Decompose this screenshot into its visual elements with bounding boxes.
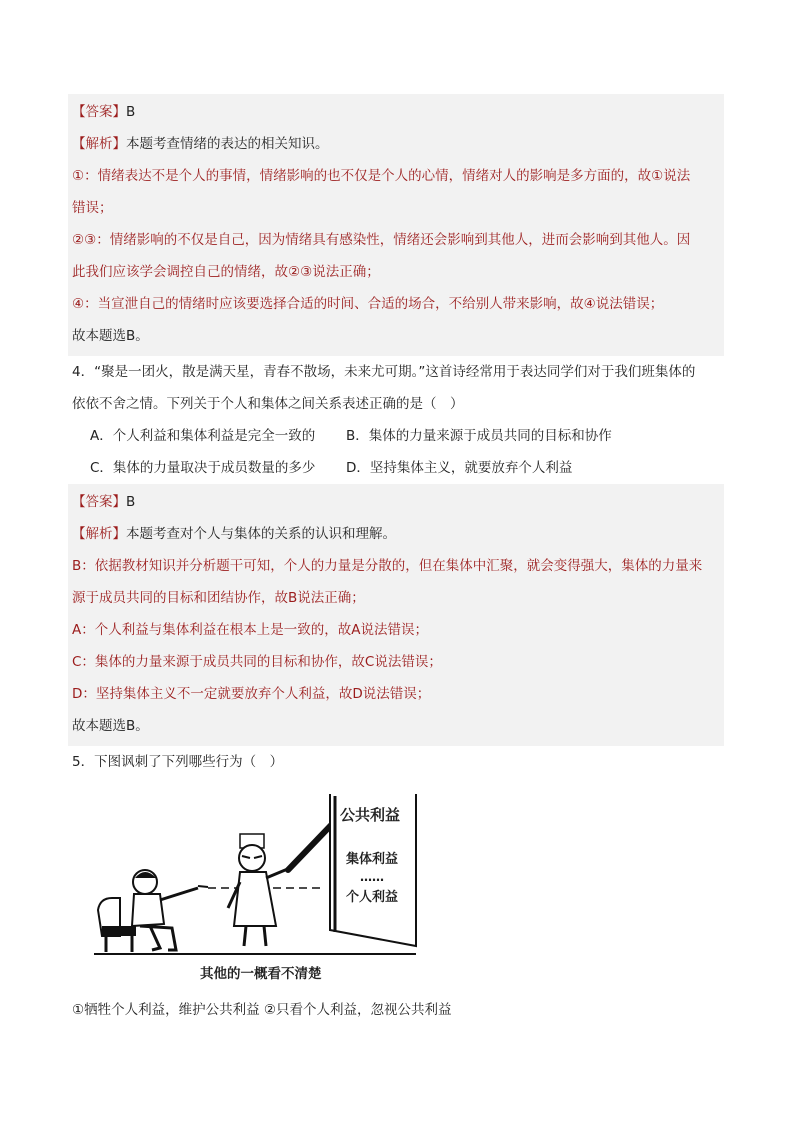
answer-block-q4 (68, 484, 724, 746)
answer-value: B (126, 104, 136, 120)
answer-tag: 【答案】 (72, 104, 126, 120)
sign-dots: …… (360, 870, 384, 884)
option-a: A．个人利益和集体利益是完全一致的 (90, 428, 316, 444)
options-row (68, 420, 724, 452)
answer-value: B (126, 494, 136, 510)
analysis-text: ④：当宣泄自己的情绪时应该要选择合适的时间、合适的场合，不给别人带来影响，故④说法错误； (72, 296, 664, 312)
analysis-text: D：坚持集体主义不一定就要放弃个人利益，故D说法错误； (72, 686, 431, 702)
analysis-text: ②③：情绪影响的不仅是自己，因为情绪具有感染性，情绪还会影响到其他人，进而会影响到其他人。因 (72, 232, 691, 248)
analysis-text: A：个人利益与集体利益在根本上是一致的，故A说法错误； (72, 622, 428, 638)
answer-block-q3 (68, 94, 724, 356)
choices-line: ①牺牲个人利益，维护公共利益 ②只看个人利益，忽视公共利益 (72, 1002, 452, 1018)
option-c: C．集体的力量取决于成员数量的多少 (90, 460, 316, 476)
analysis-text: 此我们应该学会调控自己的情绪，故②③说法正确； (72, 264, 380, 280)
option-b: B．集体的力量来源于成员共同的目标和协作 (346, 428, 612, 444)
analysis-intro: 本题考查情绪的表达的相关知识。 (126, 136, 329, 152)
analysis-conclusion: 故本题选B。 (72, 718, 149, 734)
question-5 (68, 746, 724, 778)
option-d: D．坚持集体主义，就要放弃个人利益 (346, 460, 573, 476)
analysis-text: ①：情绪表达不是个人的事情，情绪影响的也不仅是个人的心情，情绪对人的影响是多方面的，故①说法 (72, 168, 691, 184)
answer-line (72, 486, 720, 518)
answer-line (72, 96, 720, 128)
options-row (68, 452, 724, 484)
question-stem: 依依不舍之情。下列关于个人和集体之间关系表述正确的是（ ） (72, 396, 464, 412)
sign-public-interest: 公共利益 (340, 806, 401, 824)
analysis-intro: 本题考查对个人与集体的关系的认识和理解。 (126, 526, 396, 542)
analysis-text: C：集体的力量来源于成员共同的目标和协作，故C说法错误； (72, 654, 442, 670)
analysis-tag: 【解析】 (72, 136, 126, 152)
analysis-text: 源于成员共同的目标和团结协作，故B说法正确； (72, 590, 365, 606)
analysis-tag: 【解析】 (72, 526, 126, 542)
cartoon-illustration (90, 786, 420, 1006)
analysis-line (72, 518, 720, 550)
sign-personal-interest: 个人利益 (346, 890, 399, 905)
analysis-text: B：依据教材知识并分析题干可知，个人的力量是分散的，但在集体中汇聚，就会变得强大，集体的力量来 (72, 558, 703, 574)
question-stem: 5．下图讽刺了下列哪些行为（ ） (72, 754, 284, 770)
analysis-conclusion: 故本题选B。 (72, 328, 149, 344)
question-stem: 4．“聚是一团火，散是满天星，青春不散场，未来尤可期。”这首诗经常用于表达同学们对于我们班集体的 (72, 364, 696, 380)
analysis-text: 错误； (72, 200, 113, 216)
analysis-line (72, 128, 720, 160)
cartoon-caption: 其他的一概看不清楚 (200, 966, 322, 982)
sign-collective-interest: 集体利益 (346, 852, 399, 867)
question-4 (68, 356, 724, 420)
answer-tag: 【答案】 (72, 494, 126, 510)
page-content (68, 94, 724, 1026)
